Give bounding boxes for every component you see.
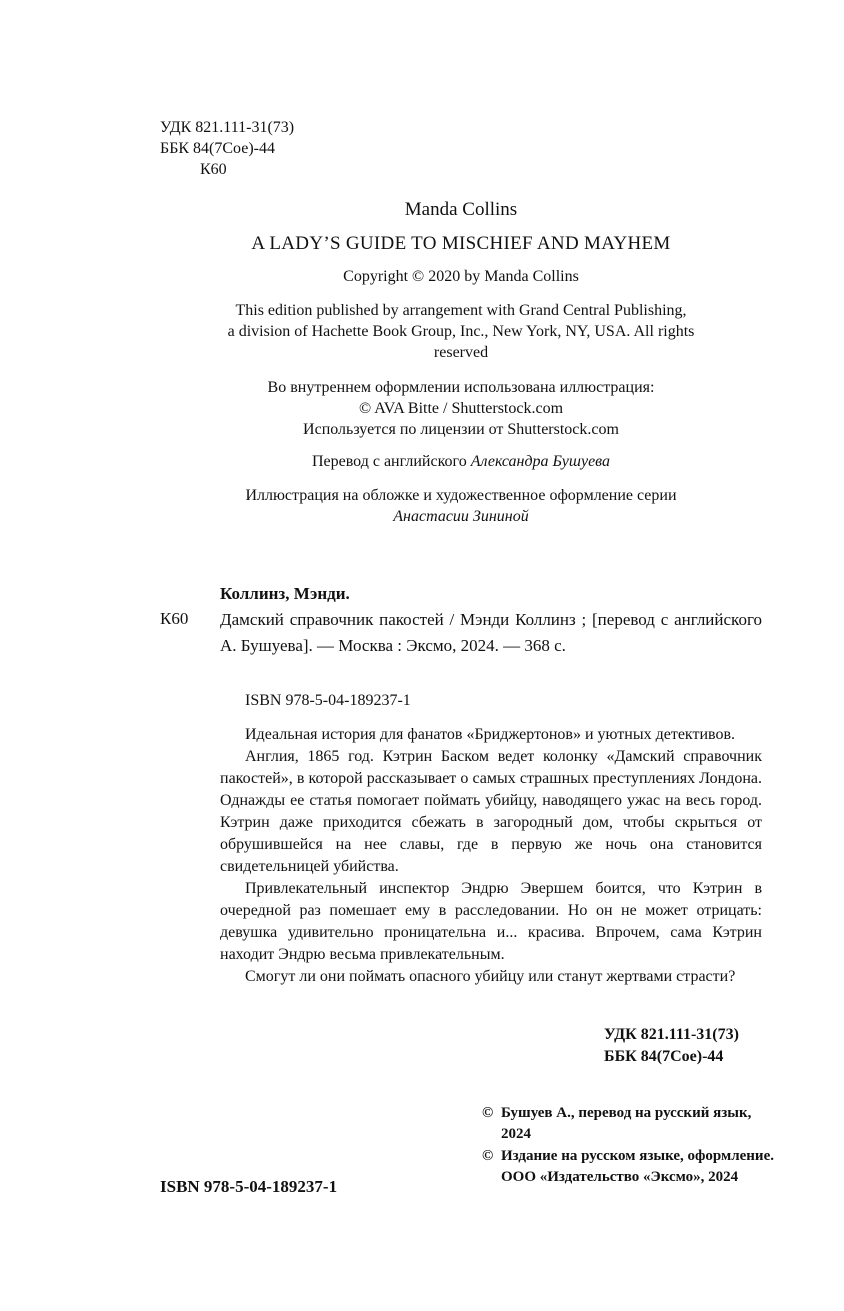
- edition-line: a division of Hachette Book Group, Inc., New York, NY, USA. All rights: [227, 323, 695, 340]
- bib-author: Коллинз, Мэнди.: [220, 584, 350, 603]
- illustration-line: Во внутреннем оформлении использована иллюстрация:: [267, 379, 655, 396]
- bbk-code: ББК 84(7Сое)-44: [160, 140, 275, 157]
- illustration-line: © AVA Bitte / Shutterstock.com: [358, 400, 564, 417]
- bib-isbn: ISBN 978-5-04-189237-1: [245, 692, 411, 709]
- copyright-symbol: ©: [482, 1148, 494, 1164]
- isbn-bottom: ISBN 978-5-04-189237-1: [160, 1177, 338, 1196]
- author-mark: К60: [200, 161, 227, 178]
- cover-artist: Анастасии Зининой: [393, 508, 529, 525]
- illustration-notice: [150, 377, 772, 440]
- copyright-text: Издание на русском языке, оформление. ООО «Издательство «Эксмо», 2024: [501, 1148, 774, 1185]
- illustration-line: Используется по лицензии от Shutterstock.com: [303, 421, 619, 438]
- annotation-paragraph: Идеальная история для фанатов «Бриджертонов» и уютных детективов.: [245, 726, 736, 743]
- original-author: Manda Collins: [404, 199, 518, 220]
- copyright-block: [482, 1103, 782, 1189]
- annotation-paragraph: Смогут ли они поймать опасного убийцу или станут жертвами страсти?: [245, 968, 736, 985]
- copyright-text: Бушуев А., перевод на русский язык, 2024: [501, 1105, 752, 1142]
- original-copyright: Copyright © 2020 by Manda Collins: [343, 268, 579, 285]
- bbk-code-bold: ББК 84(7Сое)-44: [604, 1048, 724, 1065]
- translator-credit: [150, 453, 772, 471]
- annotation-paragraph: Привлекательный инспектор Эндрю Эвершем боится, что Кэтрин в очередной раз помешает ему в расследовании. Но он не может отрицать: девушка удивительно проницательна и... красива. Впрочем, сама Кэтрин находит Эндрю весьма привлекательным.: [220, 880, 762, 963]
- copyright-item: [482, 1103, 782, 1145]
- copyright-item: [482, 1146, 782, 1188]
- original-title: A LADY’S GUIDE TO MISCHIEF AND MAYHEM: [251, 233, 671, 254]
- classification-block: [604, 1024, 739, 1068]
- copyright-symbol: ©: [482, 1105, 494, 1121]
- udk-code-bold: УДК 821.111-31(73): [604, 1026, 739, 1043]
- annotation: [220, 724, 762, 988]
- bib-description-text: Дамский справочник пакостей / Мэнди Коллинз ; [перевод с английского А. Бушуева]. — Москва : Эксмо, 2024. — 368 с.: [220, 610, 762, 655]
- edition-notice: [150, 300, 772, 363]
- classification-codes: [160, 117, 294, 180]
- edition-line: reserved: [433, 344, 489, 361]
- translator-name: Александра Бушуева: [470, 453, 611, 470]
- edition-line: This edition published by arrangement with Grand Central Publishing,: [235, 302, 687, 319]
- annotation-paragraph: Англия, 1865 год. Кэтрин Баском ведет колонку «Дамский справочник пакостей», в которой рассказывает о самых страшных преступлениях Лондона. Однажды ее статья помогает поймать убийцу, наводящего ужас на весь город. Кэтрин даже приходится сбежать в загородный дом, чтобы скрыться от обрушившейся на нее славы, где в первую же ночь она становится свидетельницей убийства.: [220, 748, 762, 875]
- udk-code: УДК 821.111-31(73): [160, 119, 295, 136]
- translator-prefix: Перевод с английского: [311, 453, 467, 470]
- bib-mark: К60: [160, 609, 189, 628]
- bib-description: [220, 607, 762, 659]
- cover-line: Иллюстрация на обложке и художественное оформление серии: [245, 487, 677, 504]
- cover-credit: [150, 485, 772, 527]
